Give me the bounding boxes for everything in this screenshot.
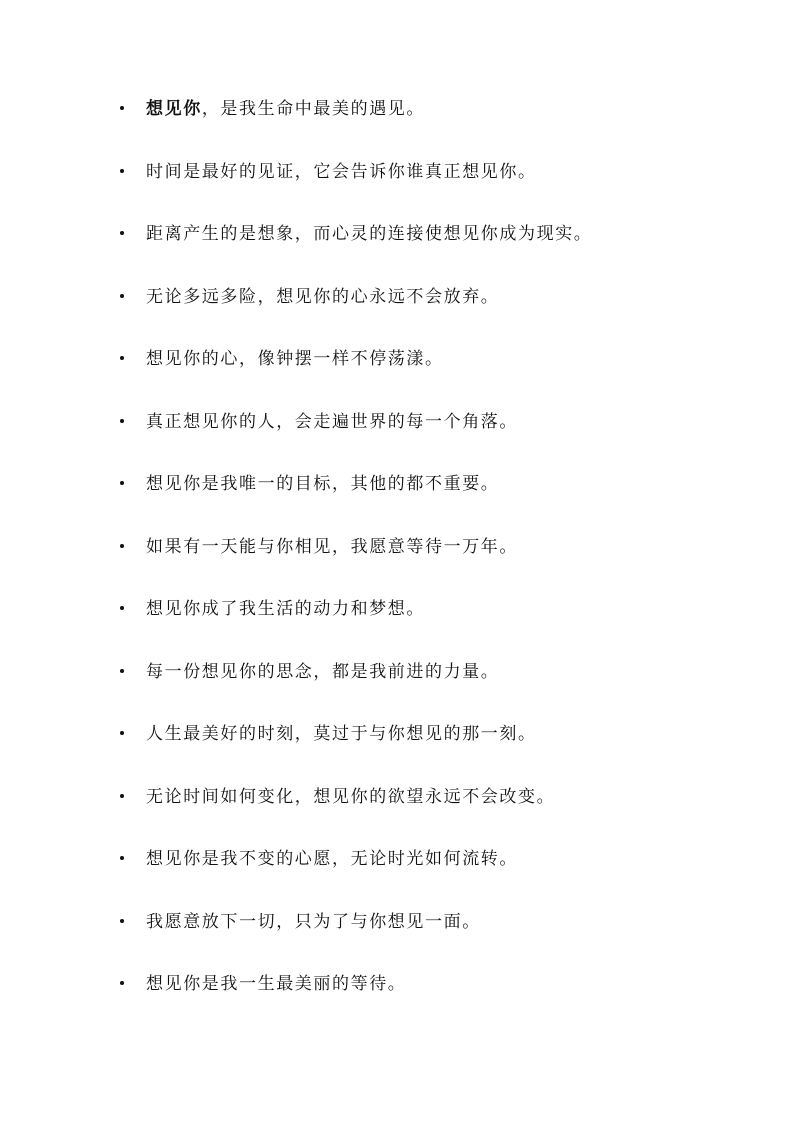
bullet-dot-icon <box>120 294 124 298</box>
list-item-text <box>146 91 425 127</box>
list-item-text: 如果有一天能与你相见，我愿意等待一万年。 <box>146 536 518 557</box>
bullet-dot-icon <box>120 481 124 485</box>
list-item <box>120 966 740 1029</box>
list-item <box>120 91 740 154</box>
list-item-text: 人生最美好的时刻，莫过于与你想见的那一刻。 <box>146 724 537 744</box>
list-item-text: 无论时间如何变化，想见你的欲望永远不会改变。 <box>146 786 556 807</box>
list-item <box>120 279 740 342</box>
list-item-text: 我愿意放下一切，只为了与你想见一面。 <box>146 911 481 932</box>
list-item-text: 距离产生的是想象，而心灵的连接使想见你成为现实。 <box>146 224 593 244</box>
list-item-text: 无论多远多险，想见你的心永远不会放弃。 <box>146 286 500 307</box>
list-item <box>120 341 740 404</box>
list-item <box>120 466 740 529</box>
list-item-text: 真正想见你的人，会走遍世界的每一个角落。 <box>146 411 518 432</box>
bullet-dot-icon <box>120 419 124 423</box>
list-item-text: 想见你成了我生活的动力和梦想。 <box>146 599 425 619</box>
list-item <box>120 216 740 279</box>
list-item-text: 时间是最好的见证，它会告诉你谁真正想见你。 <box>146 161 537 182</box>
list-item-text: 想见你是我不变的心愿，无论时光如何流转。 <box>146 849 518 869</box>
list-item <box>120 716 740 779</box>
bullet-list <box>120 91 740 1029</box>
bullet-dot-icon <box>120 919 124 923</box>
bullet-dot-icon <box>120 544 124 548</box>
list-item <box>120 841 740 904</box>
list-item-rest: ，是我生命中最美的遇见。 <box>201 99 426 119</box>
list-item-text: 想见你是我唯一的目标，其他的都不重要。 <box>146 474 500 494</box>
list-item <box>120 779 740 842</box>
list-item <box>120 154 740 217</box>
bullet-dot-icon <box>120 606 124 610</box>
list-item-text: 想见你是我一生最美丽的等待。 <box>146 974 407 994</box>
bullet-dot-icon <box>120 231 124 235</box>
list-item <box>120 904 740 967</box>
bullet-dot-icon <box>120 669 124 673</box>
list-item-bold-lead: 想见你 <box>146 99 202 119</box>
list-item-text: 每一份想见你的思念，都是我前进的力量。 <box>146 661 500 682</box>
list-item <box>120 654 740 717</box>
list-item <box>120 404 740 467</box>
bullet-dot-icon <box>120 169 124 173</box>
bullet-dot-icon <box>120 731 124 735</box>
bullet-dot-icon <box>120 856 124 860</box>
list-item <box>120 529 740 592</box>
list-item-text: 想见你的心，像钟摆一样不停荡漾。 <box>146 349 444 369</box>
bullet-dot-icon <box>120 106 124 110</box>
bullet-dot-icon <box>120 981 124 985</box>
bullet-dot-icon <box>120 356 124 360</box>
bullet-dot-icon <box>120 794 124 798</box>
list-item <box>120 591 740 654</box>
